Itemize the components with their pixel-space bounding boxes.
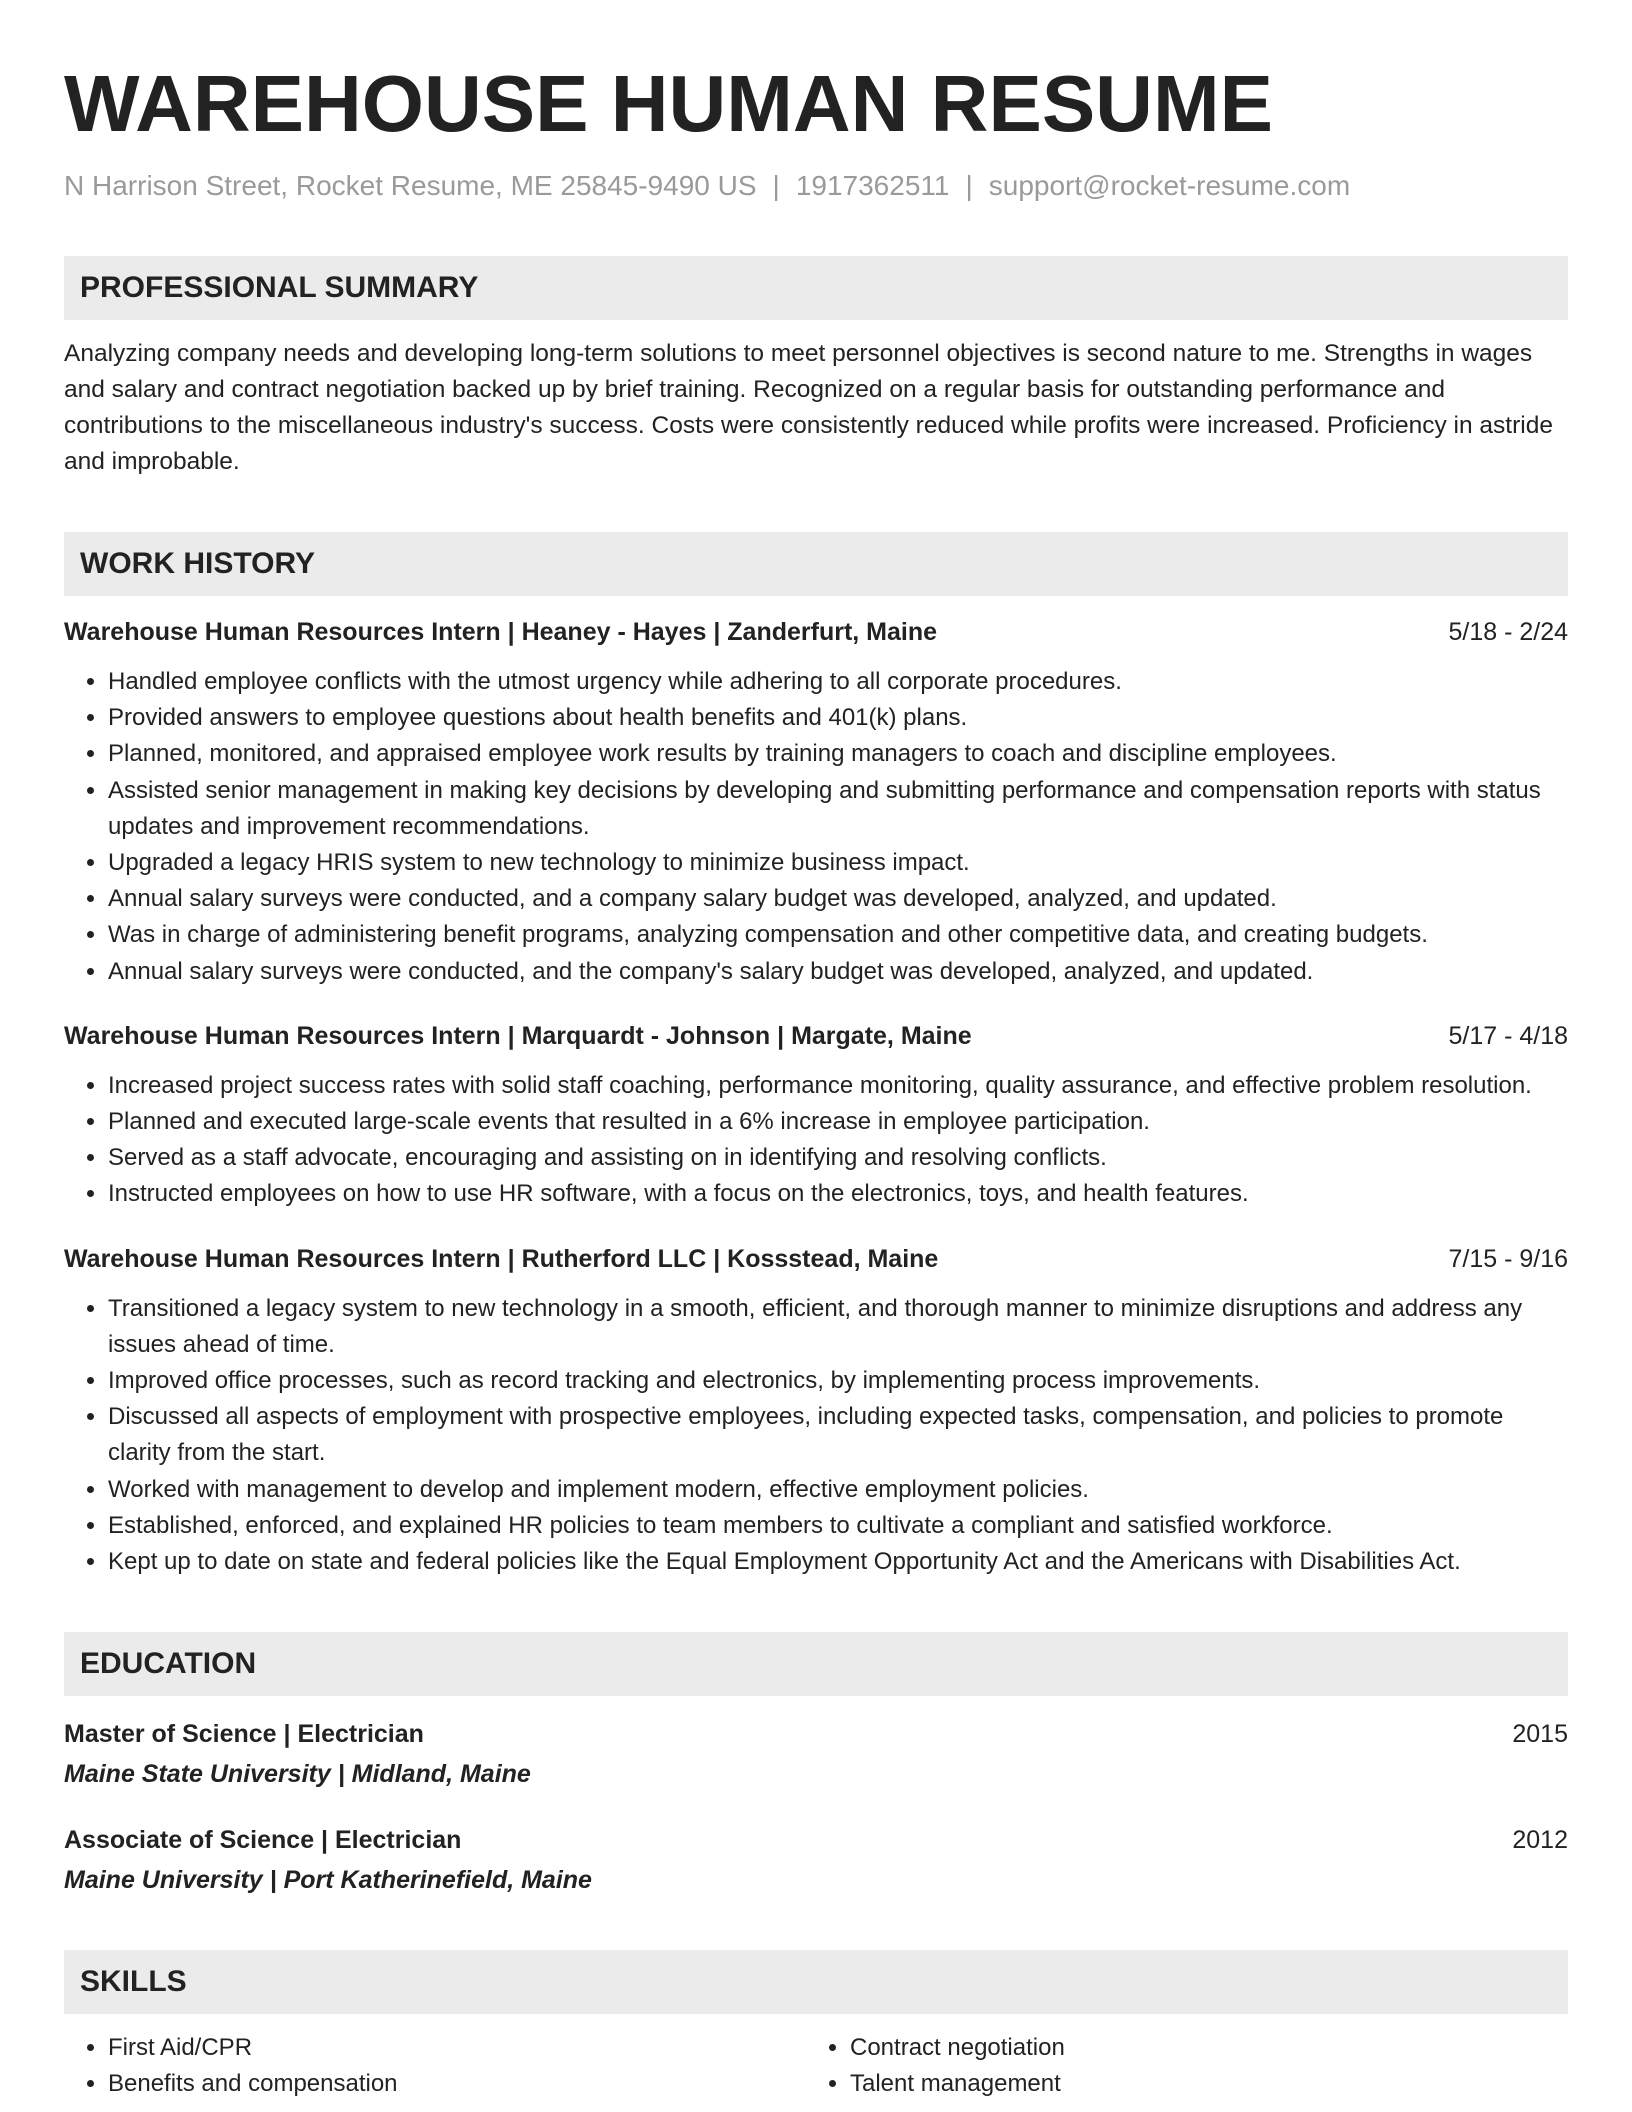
job-bullet: • Served as a staff advocate, encouraging and assisting on in identifying and resolving conflicts. bbox=[108, 1140, 1568, 1176]
job-entry bbox=[64, 1018, 1568, 1213]
skill-item: • Contract negotiation bbox=[850, 2030, 1548, 2066]
job-header bbox=[64, 614, 1568, 650]
job-entry bbox=[64, 614, 1568, 990]
skills-list bbox=[64, 2030, 1568, 2102]
contact-email: support@rocket-resume.com bbox=[988, 170, 1351, 201]
skills-column-right bbox=[806, 2030, 1548, 2102]
job-bullet: • Provided answers to employee questions about health benefits and 401(k) plans. bbox=[108, 700, 1568, 736]
education-header bbox=[64, 1822, 1568, 1858]
job-entry bbox=[64, 1241, 1568, 1581]
job-bullet: • Was in charge of administering benefit programs, analyzing compensation and other competitive data, and creating budgets. bbox=[108, 917, 1568, 953]
job-title: Warehouse Human Resources Intern | Heaney - Hayes | Zanderfurt, Maine bbox=[64, 618, 938, 646]
contact-address: N Harrison Street, Rocket Resume, ME 25845-9490 US bbox=[64, 170, 757, 201]
contact-phone: 1917362511 bbox=[795, 170, 950, 201]
education-year: 2015 bbox=[1512, 1720, 1568, 1749]
education-school: Maine State University | Midland, Maine bbox=[64, 1760, 531, 1789]
job-dates: 5/18 - 2/24 bbox=[1448, 618, 1568, 646]
job-header bbox=[64, 1018, 1568, 1054]
job-dates: 7/15 - 9/16 bbox=[1448, 1244, 1568, 1273]
section-heading-work: WORK HISTORY bbox=[64, 532, 1568, 596]
section-heading-summary: PROFESSIONAL SUMMARY bbox=[64, 256, 1568, 320]
contact-separator: | bbox=[772, 170, 780, 201]
skill-item: • Talent management bbox=[850, 2066, 1548, 2102]
job-bullet: • Annual salary surveys were conducted, and a company salary budget was developed, analyzed, and updated. bbox=[108, 881, 1568, 917]
section-heading-education: EDUCATION bbox=[64, 1632, 1568, 1696]
job-title: Warehouse Human Resources Intern | Rutherford LLC | Kossstead, Maine bbox=[64, 1244, 939, 1273]
job-bullet: • Upgraded a legacy HRIS system to new technology to minimize business impact. bbox=[108, 845, 1568, 881]
job-header bbox=[64, 1241, 1568, 1277]
education-year: 2012 bbox=[1512, 1826, 1568, 1855]
skill-item: • Benefits and compensation bbox=[108, 2066, 806, 2102]
job-bullet: • Established, enforced, and explained HR policies to team members to cultivate a compliant and satisfied workforce. bbox=[108, 1508, 1568, 1544]
job-bullet: • Kept up to date on state and federal policies like the Equal Employment Opportunity Act and the Americans with Disabilities Act. bbox=[108, 1544, 1568, 1580]
job-bullet: • Worked with management to develop and implement modern, effective employment policies. bbox=[108, 1472, 1568, 1508]
job-bullets bbox=[64, 664, 1568, 990]
job-bullet: • Assisted senior management in making key decisions by developing and submitting performance and compensation reports with status updates and improvement recommendations. bbox=[108, 773, 1568, 845]
summary-text: Analyzing company needs and developing long-term solutions to meet personnel objectives is second nature to me. Strengths in wages and salary and contract negotiation backed up by brief training. Recognized on a regular basis for outstanding performance and contributions to the miscellaneous industry's success. Costs were consistently reduced while profits were increased. Proficiency in astride and improbable. bbox=[64, 340, 1553, 475]
education-school: Maine University | Port Katherinefield, Maine bbox=[64, 1866, 592, 1895]
education-degree: Associate of Science | Electrician bbox=[64, 1826, 462, 1855]
job-bullet: • Handled employee conflicts with the utmost urgency while adhering to all corporate procedures. bbox=[108, 664, 1568, 700]
job-title: Warehouse Human Resources Intern | Marquardt - Johnson | Margate, Maine bbox=[64, 1021, 972, 1050]
job-bullet: • Instructed employees on how to use HR software, with a focus on the electronics, toys, and health features. bbox=[108, 1176, 1568, 1212]
contact-line bbox=[64, 168, 1568, 204]
education-header bbox=[64, 1716, 1568, 1752]
education-entry bbox=[64, 1822, 1568, 1898]
job-bullet: • Annual salary surveys were conducted, and the company's salary budget was developed, analyzed, and updated. bbox=[108, 954, 1568, 990]
education-degree: Master of Science | Electrician bbox=[64, 1720, 424, 1749]
contact-separator: | bbox=[965, 170, 973, 201]
skill-item: • First Aid/CPR bbox=[108, 2030, 806, 2066]
job-bullet: • Discussed all aspects of employment with prospective employees, including expected tasks, compensation, and policies to promote clarity from the start. bbox=[108, 1399, 1568, 1471]
job-dates: 5/17 - 4/18 bbox=[1448, 1021, 1568, 1050]
resume-name: WAREHOUSE HUMAN RESUME bbox=[64, 59, 1273, 148]
skills-column-left bbox=[64, 2030, 806, 2102]
job-bullet: • Planned and executed large-scale events that resulted in a 6% increase in employee participation. bbox=[108, 1104, 1568, 1140]
job-bullet: • Planned, monitored, and appraised employee work results by training managers to coach and discipline employees. bbox=[108, 736, 1568, 772]
job-bullets bbox=[64, 1291, 1568, 1581]
job-bullets bbox=[64, 1068, 1568, 1213]
education-entry bbox=[64, 1716, 1568, 1792]
section-heading-skills: SKILLS bbox=[64, 1950, 1568, 2014]
job-bullet: • Transitioned a legacy system to new technology in a smooth, efficient, and thorough manner to minimize disruptions and address any issues ahead of time. bbox=[108, 1291, 1568, 1363]
job-bullet: • Increased project success rates with solid staff coaching, performance monitoring, quality assurance, and effective problem resolution. bbox=[108, 1068, 1568, 1104]
job-bullet: • Improved office processes, such as record tracking and electronics, by implementing process improvements. bbox=[108, 1363, 1568, 1399]
